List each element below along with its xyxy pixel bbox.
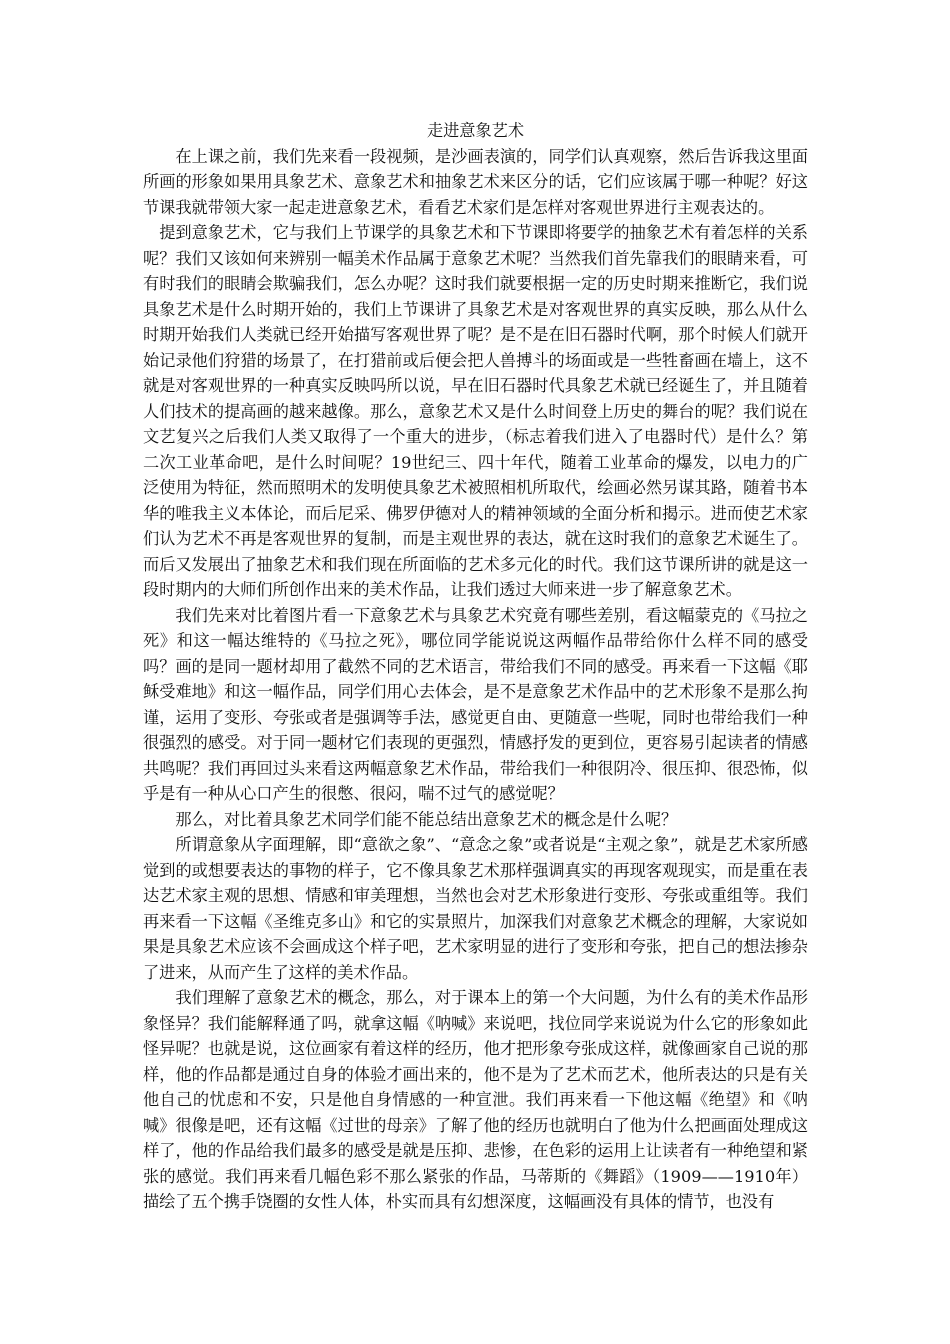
- document-body: [143, 118, 808, 1215]
- paragraph-definition: 所谓意象从字面理解，即“意欲之象”、“意念之象”或者说是“主观之象”，就是艺术家所感觉到的或想要表达的事物的样子，它不像具象艺术那样强调真实的再现客观现实，而是重在表达艺术家主观的思想、情感和审美理想，当然也会对艺术形象进行变形、夸张或重组等。我们再来看一下这幅《圣维克多山》和它的实景照片，加深我们对意象艺术概念的理解，大家说如果是具象艺术应该不会画成这个样子吧，艺术家明显的进行了变形和夸张，把自己的想法掺杂了进来，从而产生了这样的美术作品。: [143, 835, 808, 982]
- document-title: 走进意象艺术: [426, 121, 525, 140]
- paragraph-comparison: 我们先来对比着图片看一下意象艺术与具象艺术究竟有哪些差别，看这幅蒙克的《马拉之死》和这一幅达维特的《马拉之死》，哪位同学能说说这两幅作品带给你什么样不同的感受吗？画的是同一题材却用了截然不同的艺术语言，带给我们不同的感受。再来看一下这幅《耶稣受难地》和这一幅作品，同学们用心去体会，是不是意象艺术作品中的艺术形象不是那么拘谨，运用了变形、夸张或者是强调等手法，感觉更自由、更随意一些呢，同时也带给我们一种很强烈的感受。对于同一题材它们表现的更强烈，情感抒发的更到位，更容易引起读者的情感共鸣呢？我们再回过头来看这两幅意象艺术作品，带给我们一种很阴冷、很压抑、很恐怖，似乎是有一种从心口产生的很憋、很闷，喘不过气的感觉呢？: [143, 605, 808, 803]
- paragraph-question: 那么，对比着具象艺术同学们能不能总结出意象艺术的概念是什么呢？: [175, 809, 678, 829]
- paragraph-history: 提到意象艺术，它与我们上节课学的具象艺术和下节课即将要学的抽象艺术有着怎样的关系呢？我们又该如何来辨别一幅美术作品属于意象艺术呢？当然我们首先靠我们的眼睛来看，可有时我们的眼睛会欺骗我们，怎么办呢？这时我们就要根据一定的历史时期来推断它，我们说具象艺术是什么时期开始的，我们上节课讲了具象艺术是对客观世界的真实反映，那么从什么时期开始我们人类就已经开始描写客观世界了呢？是不是在旧石器时代啊，那个时候人们就开始记录他们狩猎的场景了，在打猎前或后便会把人兽搏斗的场面或是一些牲畜画在墙上，这不就是对客观世界的一种真实反映吗所以说，早在旧石器时代具象艺术就已经诞生了，并且随着人们技术的提高画的越来越像。那么，意象艺术又是什么时间登上历史的舞台的呢？我们说在文艺复兴之后我们人类又取得了一个重大的进步，（标志着我们进入了电器时代）是什么？第二次工业革命吧，是什么时间呢？19世纪三、四十年代，随着工业革命的爆发，以电力的广泛使用为特征，然而照明术的发明使具象艺术被照相机所取代，绘画必然另谋其路，随着书本华的唯我主义本体论，而后尼采、佛罗伊德对人的精神领域的全面分析和揭示。进而使艺术家们认为艺术不再是客观世界的复制，而是主观世界的表达，就在这时我们的意象艺术诞生了。而后又发展出了抽象艺术和我们现在所面临的艺术多元化的时代。我们这节课所讲的就是这一段时期内的大师们所创作出来的美术作品，让我们透过大师来进一步了解意象艺术。: [143, 223, 808, 599]
- paragraph-intro: 在上课之前，我们先来看一段视频，是沙画表演的，同学们认真观察，然后告诉我这里面所画的形象如果用具象艺术、意象艺术和抽象艺术来区分的话，它们应该属于哪一种呢？好这节课我就带领大家一起走进意象艺术，看看艺术家们是怎样对客观世界进行主观表达的。: [143, 146, 808, 217]
- paragraph-scream: 我们理解了意象艺术的概念，那么，对于课本上的第一个大问题，为什么有的美术作品形象怪异？我们能解释通了吗，就拿这幅《呐喊》来说吧，找位同学来说说为什么它的形象如此怪异呢？也就是说，这位画家有着这样的经历，他才把形象夸张成这样，就像画家自己说的那样，他的作品都是通过自身的体验才画出来的，他不是为了艺术而艺术，他所表达的只是有关他自己的忧虑和不安，只是他自身情感的一种宣泄。我们再来看一下他这幅《绝望》和《呐喊》很像是吧，还有这幅《过世的母亲》了解了他的经历也就明白了他为什么把画面处理成这样了，他的作品给我们最多的感受是就是压抑、悲惨，在色彩的运用上让读者有一种绝望和紧张的感觉。我们再来看几幅色彩不那么紧张的作品，马蒂斯的《舞蹈》（1909——1910年）描绘了五个携手饶圈的女性人体，朴实而具有幻想深度，这幅画没有具体的情节，也没有: [143, 988, 808, 1211]
